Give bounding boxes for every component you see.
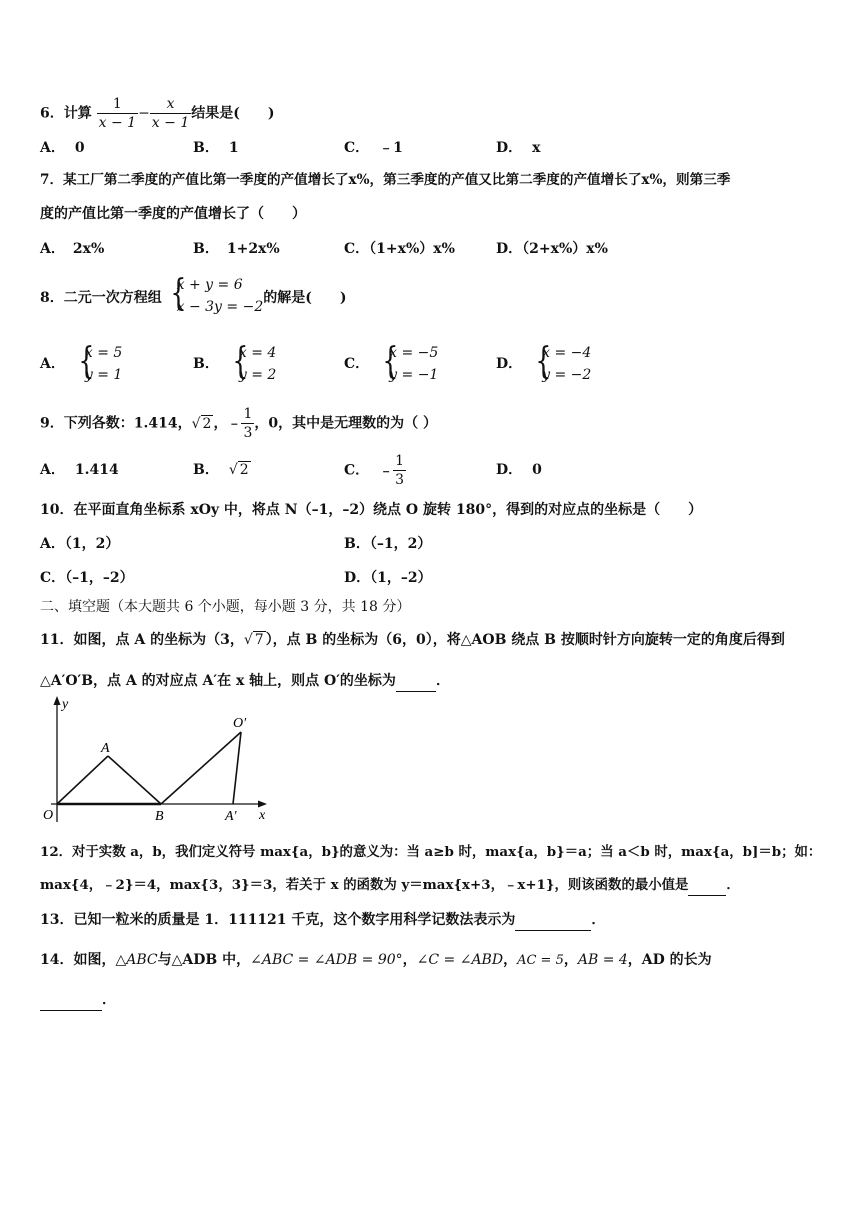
label-Aprime: A′: [225, 809, 237, 824]
q8-equation-system: [167, 274, 264, 318]
option-key: C．: [344, 241, 370, 257]
q14-separator: ，: [402, 952, 417, 968]
q14-condition-2: ∠C = ∠ABD: [416, 952, 504, 968]
q9-option-a: [40, 460, 119, 480]
option-key: C．: [344, 462, 370, 479]
system-row-1: x = −4: [542, 345, 592, 361]
option-key: A．: [40, 536, 65, 552]
q6-option-c: [344, 138, 403, 158]
option-value: 0: [74, 140, 85, 156]
option-system: [75, 342, 122, 386]
option-system: [379, 342, 438, 386]
answer-blank[interactable]: [688, 875, 726, 896]
section-heading: 二、填空题（本大题共 6 个小题，每小题 3 分，共 18 分）: [40, 599, 411, 615]
option-fraction: [393, 452, 406, 489]
option-key: B．: [193, 140, 219, 156]
system-row-2: y = −1: [389, 367, 439, 383]
option-value: （–1，–2）: [65, 570, 134, 586]
q14-separator: ，: [563, 952, 578, 968]
q14-separator: ，: [503, 952, 518, 968]
q10-option-c: [40, 568, 134, 588]
option-key: A．: [40, 356, 65, 372]
q9-sqrt: √ 2: [191, 415, 212, 432]
q10-option-b: [344, 534, 431, 554]
q8-text-b: 的解是( ): [263, 290, 347, 306]
q11-line-2: [40, 671, 450, 692]
q9-text-c: ，0，其中是无理数的为（ ）: [254, 415, 437, 432]
label-x: x: [259, 808, 266, 823]
q9-option-c: [344, 452, 406, 489]
q6-number: 6．: [40, 105, 64, 122]
segment-OA: [57, 756, 108, 804]
q7-option-a: [40, 239, 104, 259]
option-system: [229, 342, 276, 386]
brace-icon: {: [78, 341, 95, 382]
q6-frac1-numerator: 1: [97, 95, 138, 114]
q8-option-a: [40, 342, 122, 386]
option-key: B．: [193, 241, 219, 257]
option-key: B．: [344, 536, 370, 552]
option-system: [532, 342, 591, 386]
q8-option-d: [496, 342, 591, 386]
answer-blank[interactable]: [396, 671, 436, 692]
option-key: A．: [40, 140, 65, 156]
brace-icon: {: [170, 273, 187, 314]
option-value: 1+2x%: [226, 241, 280, 257]
answer-blank[interactable]: [515, 910, 591, 931]
q11-sqrt: √ 7: [243, 632, 264, 648]
system-row-2: y = 1: [84, 367, 123, 383]
option-value: 0: [532, 462, 542, 478]
label-B: B: [155, 809, 164, 824]
x-axis-arrow-icon: [258, 801, 267, 808]
q10-stem: 10．在平面直角坐标系 xOy 中，将点 N（–1，–2）绕点 O 旋转 180°，得到的对应点的坐标是（ ）: [40, 502, 703, 518]
q6-option-a: [40, 138, 85, 158]
q8-stem: [40, 273, 347, 320]
q7-option-b: [193, 239, 280, 259]
q6-minus: −: [138, 105, 150, 122]
q14-condition-1: ∠ABC = ∠ADB = 90°: [250, 952, 403, 968]
q6-text-a: 计算: [63, 105, 92, 122]
option-value: 2x%: [72, 241, 105, 257]
q6-frac2-numerator: x: [150, 95, 191, 114]
option-key: D．: [496, 241, 523, 257]
option-value: （1+x%）x%: [369, 241, 455, 257]
label-O: O: [43, 808, 54, 823]
q13-text: 13．已知一粒米的质量是 1．111121 千克，这个数字用科学记数法表示为: [40, 912, 516, 928]
system-row-1: x = −5: [389, 345, 439, 361]
segment-OprimeAprime: [233, 732, 241, 804]
option-key: A．: [40, 462, 65, 478]
q6-text-b: 结果是( ): [191, 105, 275, 122]
brace-icon: {: [535, 341, 552, 382]
q8-option-c: [344, 342, 438, 386]
option-value: （1，–2）: [370, 570, 432, 586]
q7-line-1: 7．某工厂第二季度的产值比第一季度的产值增长了x%，第三季度的产值又比第二季度的产值增长了x%，则第三季: [40, 172, 731, 188]
q9-stem: [40, 405, 437, 442]
q11-figure: [35, 694, 275, 829]
q9-text-a: 9．下列各数：1.414，: [40, 415, 192, 432]
brace-icon: {: [382, 341, 399, 382]
q14-condition-4: AB = 4: [577, 952, 628, 968]
q11-text-b: ），点 B 的坐标为（6，0），将△AOB 绕点 B 按顺时针方向旋转一定的角度后得到: [265, 632, 785, 648]
q8-option-b: [193, 342, 276, 386]
q8-text-a: 二元一次方程组: [63, 290, 162, 306]
q7-option-c: [344, 239, 455, 259]
label-Oprime: O′: [233, 716, 247, 731]
option-key: D．: [496, 356, 523, 372]
segment-AB: [108, 756, 161, 804]
q10-option-a: [40, 534, 119, 554]
q13-end: ．: [591, 912, 606, 928]
option-key: A．: [40, 241, 65, 257]
q14-text-a: 14．如图，: [40, 952, 116, 968]
q13-stem: [40, 910, 605, 931]
option-value: ﹣: [379, 462, 394, 479]
q6-fraction-2: [150, 95, 191, 132]
label-A: A: [101, 741, 110, 756]
option-sqrt-radicand: 2: [239, 462, 249, 478]
option-value: x: [532, 140, 541, 156]
option-sqrt: √ 2: [228, 462, 249, 478]
y-axis-arrow-icon: [54, 696, 61, 705]
q6-fraction-1: [97, 95, 138, 132]
q10-option-d: [344, 568, 432, 588]
q12-line2-text: max{4，﹣2}＝4，max{3，3}＝3，若关于 x 的函数为 y＝max{x+3，﹣x+1}，则该函数的最小值是: [40, 877, 689, 893]
q8-number: 8．: [40, 290, 64, 306]
q14-text-c: ，AD 的长为: [627, 952, 712, 968]
q9-sqrt-radicand: 2: [202, 415, 212, 432]
option-value: 1: [228, 140, 239, 156]
system-row-2: y = 2: [238, 367, 277, 383]
q9-option-d: [496, 460, 542, 480]
option-key: D．: [344, 570, 371, 586]
option-value: （2+x%）x%: [522, 241, 608, 257]
brace-icon: {: [232, 341, 249, 382]
option-key: C．: [344, 140, 370, 156]
q14-answer-line: [40, 990, 116, 1011]
q6-option-d: [496, 138, 541, 158]
option-value: （1，2）: [64, 536, 120, 552]
q9-frac-numerator: 1: [243, 406, 253, 422]
q12-line2-end: ．: [726, 877, 740, 893]
q14-condition-3: AC = 5: [517, 953, 564, 968]
q6-option-b: [193, 138, 239, 158]
q14-triangle-abc: △ABC: [115, 952, 158, 968]
q11-line2-end: ．: [435, 673, 450, 689]
q11-line-1: [40, 630, 785, 650]
answer-blank[interactable]: [40, 990, 102, 1011]
q9-text-b: ，﹣: [213, 415, 242, 432]
q8-equation-1: x + y = 6: [176, 277, 243, 293]
q7-option-d: [496, 239, 608, 259]
q6-stem: [40, 95, 274, 132]
option-key: C．: [344, 356, 370, 372]
option-value: （–1，2）: [369, 536, 432, 552]
q7-line-2: 度的产值比第一季度的产值增长了（ ）: [40, 206, 306, 222]
option-frac-denominator: 3: [395, 472, 405, 488]
q14-stem: [40, 950, 712, 971]
system-row-1: x = 5: [84, 345, 123, 361]
option-key: C．: [40, 570, 66, 586]
q9-option-b: [193, 460, 251, 480]
q9-frac-denominator: 3: [243, 425, 253, 441]
system-row-2: y = −2: [542, 367, 592, 383]
option-key: D．: [496, 462, 523, 478]
q11-line2-text: △A′O′B，点 A 的对应点 A′在 x 轴上，则点 O′的坐标为: [40, 673, 396, 689]
q12-line-2: [40, 875, 740, 896]
system-row-1: x = 4: [238, 345, 277, 361]
q6-frac2-denominator: x − 1: [151, 115, 190, 131]
segment-BOprime: [161, 732, 241, 804]
q6-frac1-denominator: x − 1: [98, 115, 137, 131]
option-value: ﹣1: [379, 140, 403, 156]
q14-end: ．: [102, 992, 116, 1008]
option-frac-numerator: 1: [395, 453, 405, 469]
q12-line-1: 12．对于实数 a，b，我们定义符号 max{a，b}的意义为：当 a≥b 时，max{a，b}＝a；当 a＜b 时，max{a，b]＝b；如：: [40, 844, 822, 860]
q11-sqrt-radicand: 7: [254, 632, 264, 648]
label-y: y: [62, 697, 69, 712]
q11-text-a: 11．如图，点 A 的坐标为（3，: [40, 632, 244, 648]
q8-equation-2: x − 3y = −2: [176, 299, 264, 315]
option-key: B．: [193, 356, 219, 372]
q9-fraction: [241, 405, 254, 442]
option-value: 1.414: [74, 462, 119, 478]
option-key: D．: [496, 140, 523, 156]
option-key: B．: [193, 462, 219, 478]
q14-text-b: 与△ADB 中，: [157, 952, 251, 968]
